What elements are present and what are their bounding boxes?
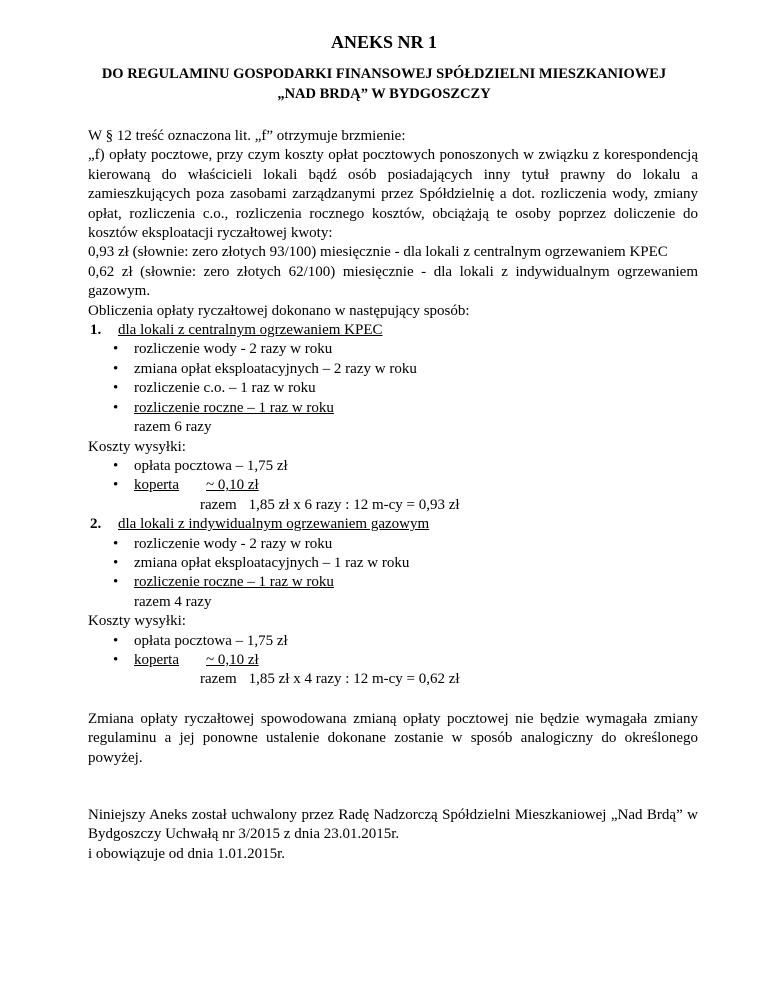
bullet-icon: • [113,477,119,494]
section-2-heading [90,515,698,534]
list-item: • rozliczenie wody - 2 razy w roku [88,535,698,554]
list-item: • rozliczenie c.o. – 1 raz w roku [88,379,698,398]
section-2-sum: razem 1,85 zł x 4 razy : 12 m-cy = 0,62 zł [200,671,460,688]
list-item: • opłata pocztowa – 1,75 zł [88,457,698,476]
bullet-icon: • [113,632,119,649]
paragraph-f: „f) opłaty pocztowe, przy czym koszty opłat pocztowych ponoszonych w związku z korespondencją kierowaną do właścicieli lokali bądź osób posiadających inny tytuł prawny do lokalu a zamieszkujących poza zasobami zarządzanymi przez Spółdzielnię a dot. rozliczenia wody, zmiany opłat, rozliczenia c.o., rozliczenia rocznego kosztów, obciążają te osoby poprzez doliczenie do kosztów eksploatacji ryczałtowej kwoty: [88,147,698,242]
document-subtitle [60,64,708,104]
list-item: • koperta ~ 0,10 zł [88,476,698,495]
section-1-heading [90,321,698,340]
list-item: • rozliczenie roczne – 1 raz w roku [88,399,698,418]
intro-text: W § 12 treść oznaczona lit. „f” otrzymuje brzmienie: [88,128,406,144]
bullet-icon: • [113,380,119,397]
rate-kpec: 0,93 zł (słownie: zero złotych 93/100) miesięcznie - dla lokali z centralnym ogrzewaniem KPEC [88,244,668,261]
bullet-icon: • [113,360,119,377]
bullet-icon: • [113,574,119,591]
subtitle-line-1: DO REGULAMINU GOSPODARKI FINANSOWEJ SPÓŁDZIELNI MIESZKANIOWEJ [101,66,667,82]
section-2-costs-label: Koszty wysyłki: [88,613,186,630]
bullet-icon: • [113,341,119,358]
calc-intro: Obliczenia opłaty ryczałtowej dokonano w następujący sposób: [88,302,470,319]
rate-gas: 0,62 zł (słownie: zero złotych 62/100) miesięcznie - dla lokali z indywidualnym ogrzewaniem gazowym. [88,263,698,300]
document-body [88,127,698,864]
bullet-icon: • [113,399,119,416]
section-1-sum: razem 1,85 zł x 6 razy : 12 m-cy = 0,93 zł [200,496,460,513]
document-title: ANEKS NR 1 [330,32,437,52]
list-item: • zmiana opłat eksploatacyjnych – 2 razy w roku [88,360,698,379]
change-note: Zmiana opłaty ryczałtowej spowodowana zmianą opłaty pocztowej nie będzie wymagała zmiany regulaminu a jej ponowne ustalenie dokonane zostanie w sposób analogiczny do określonego powyżej. [88,710,698,766]
section-1-total: razem 6 razy [134,419,212,436]
list-item: • rozliczenie roczne – 1 raz w roku [88,573,698,592]
list-item: • zmiana opłat eksploatacyjnych – 1 raz w roku [88,554,698,573]
closing-effective-date: i obowiązuje od dnia 1.01.2015r. [88,845,286,862]
section-2-title: dla lokali z indywidualnym ogrzewaniem gazowym [118,516,430,533]
list-item: • koperta ~ 0,10 zł [88,651,698,670]
section-1-number: 1. [90,322,102,339]
section-1-costs-label: Koszty wysyłki: [88,438,186,455]
bullet-icon: • [113,457,119,474]
subtitle-line-2: „NAD BRDĄ” W BYDGOSZCZY [277,86,491,102]
bullet-icon: • [113,535,119,552]
section-2-number: 2. [90,516,102,533]
closing-resolution: Niniejszy Aneks został uchwalony przez Radę Nadzorczą Spółdzielni Mieszkaniowej „Nad Brdą” w Bydgoszczy Uchwałą nr 3/2015 z dnia 23.01.2015r. [88,807,698,843]
section-1-title: dla lokali z centralnym ogrzewaniem KPEC [118,322,383,339]
bullet-icon: • [113,554,119,571]
section-2-total: razem 4 razy [134,593,212,610]
list-item: • opłata pocztowa – 1,75 zł [88,632,698,651]
bullet-icon: • [113,651,119,668]
list-item: • rozliczenie wody - 2 razy w roku [88,340,698,359]
